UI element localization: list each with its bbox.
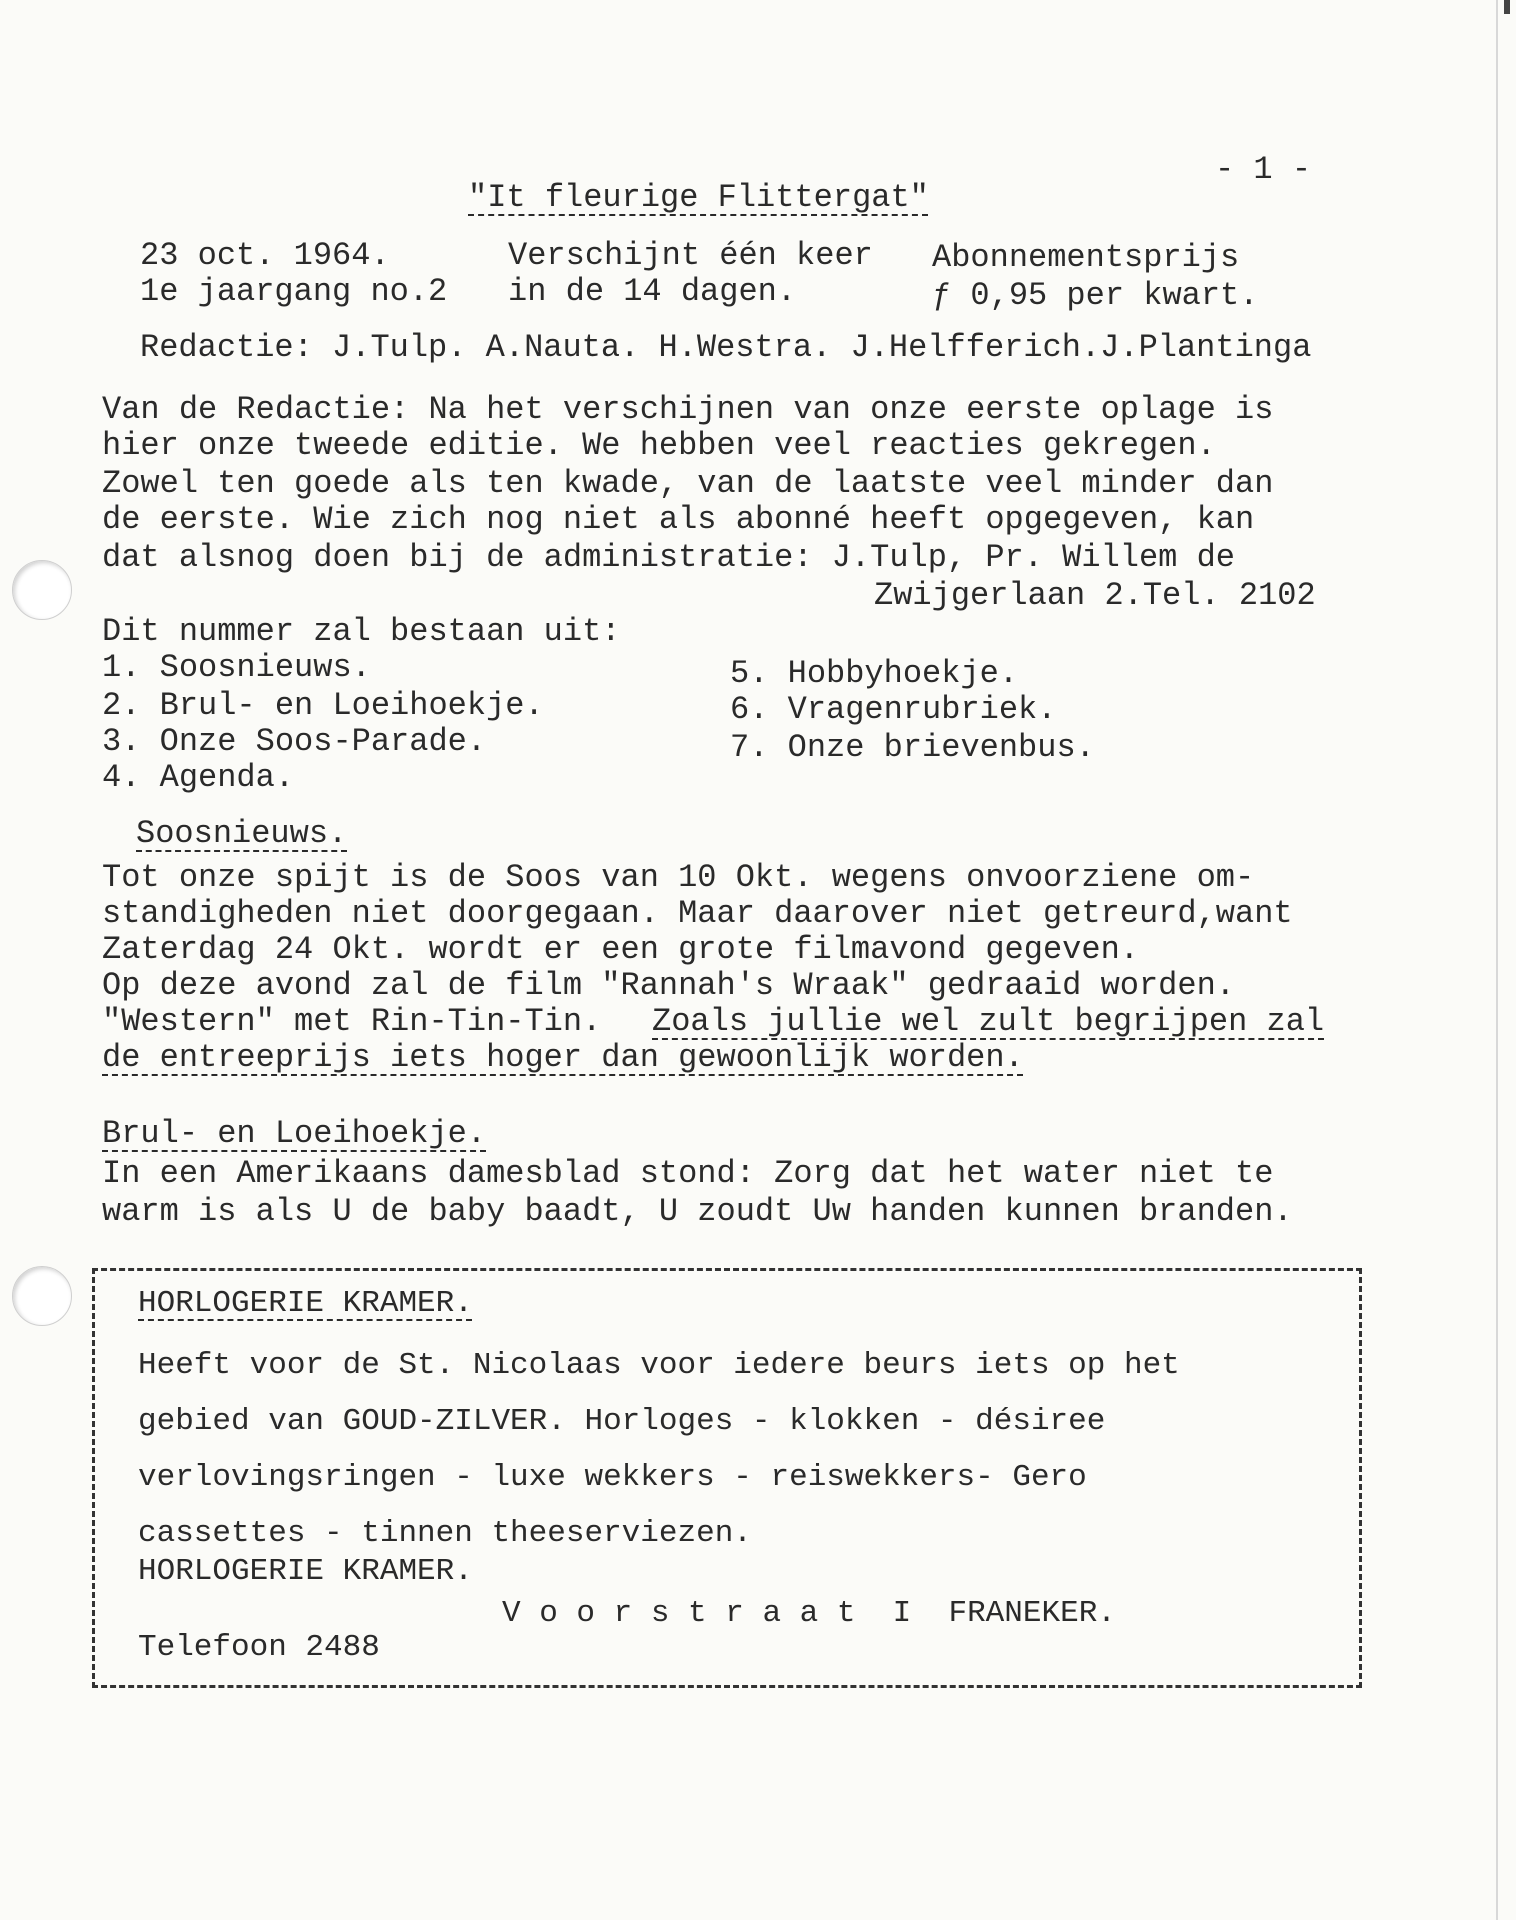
soosnieuws-heading: Soosnieuws. [136,815,348,852]
page-number: - 1 - [1215,151,1312,188]
soosnieuws-line: Tot onze spijt is de Soos van 10 Okt. wegens onvoorziene om- [102,859,1255,896]
soosnieuws-line: Op deze avond zal de film "Rannah's Wraak" gedraaid worden. [102,967,1235,1004]
ad-line: cassettes - tinnen theeserviezen. [138,1516,752,1551]
brul-line: warm is als U de baby baadt, U zoudt Uw handen kunnen branden. [102,1193,1293,1230]
frequency-line1: Verschijnt één keer [508,237,873,274]
intro-line: Van de Redactie: Na het verschijnen van onze eerste oplage is [102,391,1274,428]
intro-line: hier onze tweede editie. We hebben veel reacties gekregen. [102,427,1216,464]
page-edge [1496,0,1498,1920]
soosnieuws-underlined: de entreeprijs iets hoger dan gewoonlijk worden. [102,1039,1024,1076]
brul-heading: Brul- en Loeihoekje. [102,1115,487,1152]
soosnieuws-underlined: Zoals jullie wel zult begrijpen zal [652,1003,1325,1040]
intro-line: de eerste. Wie zich nog niet als abonné heeft opgegeven, kan [102,501,1255,538]
soosnieuws-line: standigheden niet doorgegaan. Maar daarover niet getreurd,want [102,895,1293,932]
contents-item: 5. Hobbyhoekje. [730,655,1019,692]
contents-item: 1. Soosnieuws. [102,649,371,686]
page-edge-mark [1504,0,1510,14]
punch-hole [12,560,72,620]
ad-heading: HORLOGERIE KRAMER. [138,1286,473,1321]
intro-address: Zwijgerlaan 2.Tel. 2102 [874,577,1316,614]
issue-volume: 1e jaargang no.2 [140,273,448,310]
brul-line: In een Amerikaans damesblad stond: Zorg dat het water niet te [102,1155,1274,1192]
punch-hole [12,1266,72,1326]
ad-line: gebied van GOUD-ZILVER. Horloges - klokken - désiree [138,1404,1106,1439]
contents-heading: Dit nummer zal bestaan uit: [102,613,621,650]
ad-phone: Telefoon 2488 [138,1630,380,1665]
ad-shop-name: HORLOGERIE KRAMER. [138,1554,473,1589]
contents-item: 3. Onze Soos-Parade. [102,723,487,760]
newsletter-title: "It fleurige Flittergat" [468,179,929,216]
soosnieuws-line: "Western" met Rin-Tin-Tin. [102,1003,602,1040]
subscription-line1: Abonnementsprijs [932,239,1240,276]
ad-line: Heeft voor de St. Nicolaas voor iedere beurs iets op het [138,1348,1180,1383]
ad-line: verlovingsringen - luxe wekkers - reiswekkers- Gero [138,1460,1087,1495]
contents-item: 4. Agenda. [102,759,295,796]
intro-line: dat alsnog doen bij de administratie: J.Tulp, Pr. Willem de [102,539,1235,576]
contents-item: 6. Vragenrubriek. [730,691,1057,728]
soosnieuws-line: Zaterdag 24 Okt. wordt er een grote filmavond gegeven. [102,931,1139,968]
frequency-line2: in de 14 dagen. [508,273,797,310]
contents-item: 7. Onze brievenbus. [730,729,1095,766]
ad-address: V o o r s t r a a t I FRANEKER. [502,1596,1116,1631]
contents-item: 2. Brul- en Loeihoekje. [102,687,544,724]
issue-date: 23 oct. 1964. [140,237,390,274]
subscription-line2: ƒ 0,95 per kwart. [932,277,1259,314]
editors-line: Redactie: J.Tulp. A.Nauta. H.Westra. J.Helfferich.J.Plantinga [140,329,1312,366]
intro-line: Zowel ten goede als ten kwade, van de laatste veel minder dan [102,465,1274,502]
